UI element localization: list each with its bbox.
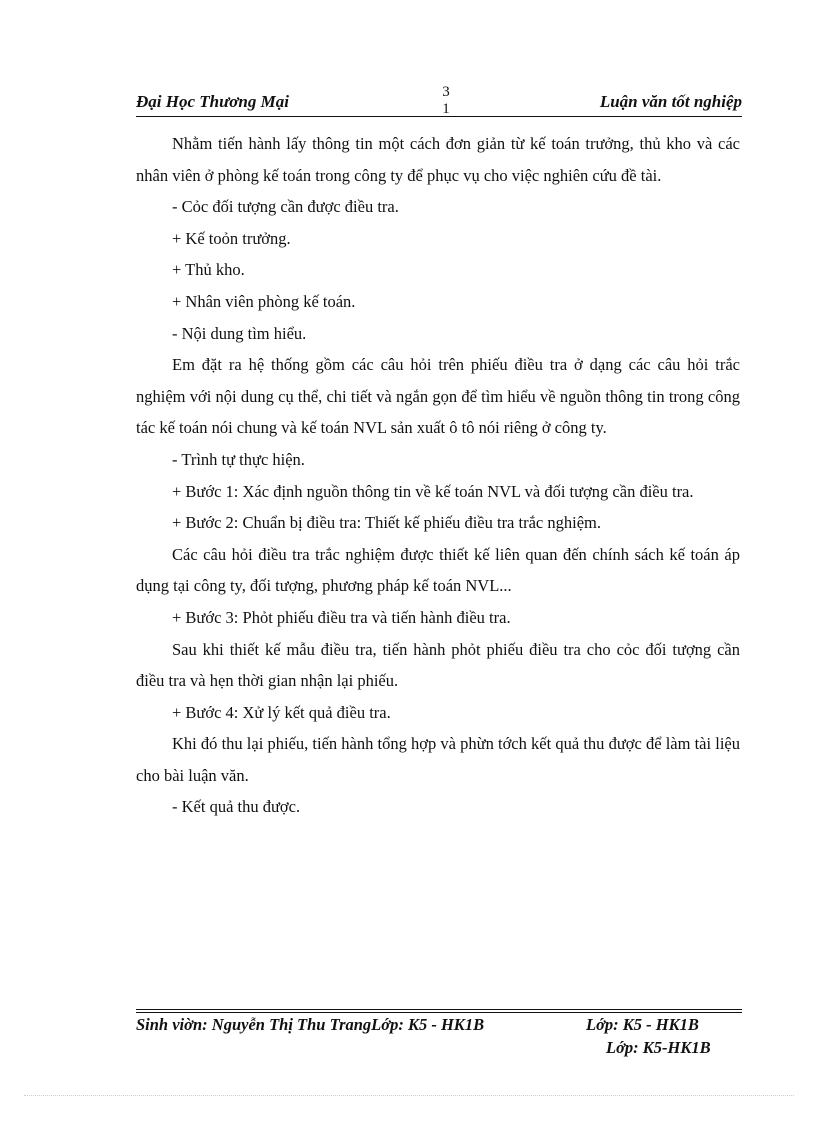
list-item: - Kết quả thu được. — [172, 797, 301, 817]
list-item: + Nhân viên phòng kế toán. — [172, 291, 356, 311]
list-item: + Bước 3: Phỏt phiếu điều tra và tiến hành điều tra. — [172, 607, 511, 627]
paragraph-intro: Nhằm tiến hành lấy thông tin một cách đơn giản từ kế toán trưởng, thủ kho và các nhân viên ở phòng kế toán trong công ty để phục vụ cho việc nghiên cứu đề tài. — [136, 134, 740, 185]
paragraph: Em đặt ra hệ thống gồm các câu hỏi trên phiếu điều tra ở dạng các câu hỏi trắc nghiệm với nội dung cụ thể, chi tiết và ngắn gọn để tìm hiểu về nguồn thông tin trong công tác kế toán nói chung và kế toán NVL sản xuất ô tô nói riêng ở công ty. — [136, 355, 740, 438]
list-item: + Thủ kho. — [172, 260, 245, 280]
header-page-number: 3 1 — [442, 84, 450, 117]
footer-divider-top — [136, 1009, 742, 1010]
document-body — [136, 128, 740, 823]
list-item: + Bước 4: Xử lý kết quả điều tra. — [172, 702, 391, 722]
footer-student: Sinh viờn: Nguyễn Thị Thu TrangLớp: K5 - HK1B — [136, 1015, 485, 1034]
page-edge — [24, 1095, 794, 1096]
footer-class-alt: Lớp: K5-HK1B — [606, 1038, 711, 1057]
header-thesis-label: Luận văn tốt nghiệp — [599, 92, 742, 111]
header-university: Đại Học Thương Mại — [136, 92, 289, 111]
list-item: + Bước 2: Chuẩn bị điều tra: Thiết kế phiếu điều tra trắc nghiệm. — [172, 513, 601, 533]
footer-class: Lớp: K5 - HK1B — [586, 1015, 699, 1034]
paragraph: Sau khi thiết kế mẫu điều tra, tiến hành phỏt phiếu điều tra cho cỏc đối tượng cần điều tra và hẹn thời gian nhận lại phiếu. — [136, 639, 740, 691]
paragraph: Khi đó thu lại phiếu, tiến hành tổng hợp và phừn tớch kết quả thu được để làm tài liệu cho bài luận văn. — [136, 734, 740, 785]
list-item: + Kế toỏn trưởng. — [172, 228, 291, 248]
list-item: - Nội dung tìm hiểu. — [172, 323, 307, 343]
footer-divider-bottom — [136, 1012, 742, 1013]
list-item: + Bước 1: Xác định nguồn thông tin về kế toán NVL và đối tượng cần điều tra. — [172, 481, 694, 501]
list-item: - Cỏc đối tượng cần được điều tra. — [172, 197, 399, 217]
paragraph: Các câu hỏi điều tra trắc nghiệm được thiết kế liên quan đến chính sách kế toán áp dụng tại công ty, đối tượng, phương pháp kế toán NVL... — [136, 544, 740, 596]
header-divider — [136, 116, 742, 117]
list-item: - Trình tự thực hiện. — [172, 449, 305, 469]
page-header — [136, 84, 742, 120]
